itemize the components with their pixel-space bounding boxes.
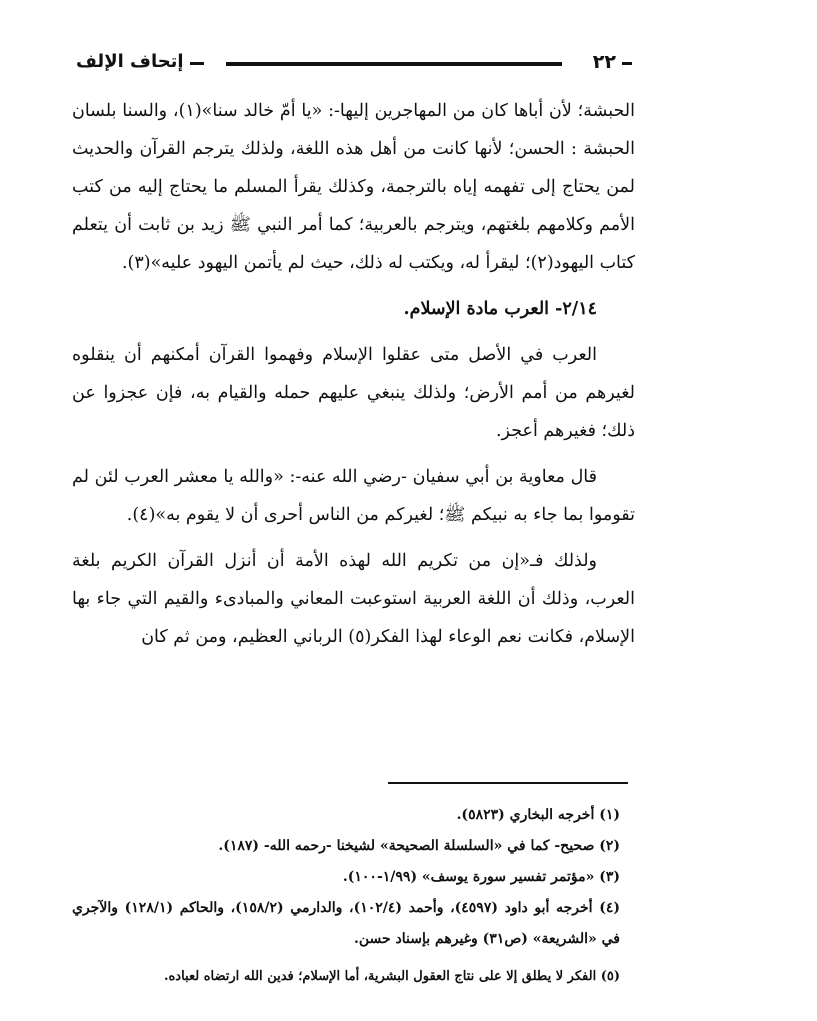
footnote: (١) أخرجه البخاري (٥٨٢٣). (456, 807, 620, 823)
header-rule (226, 62, 562, 66)
header-dash (622, 62, 632, 65)
paragraph: ولذلك فـ«إن من تكريم الله لهذه الأمة أن أنزل القرآن الكريم بلغة العرب، وذلك أن اللغة العربية استوعبت المعاني والمبادىء والقيم التي جاء بها الإسلام، فكانت نعم الوعاء لهذا الفكر(٥) الرباني العظيم، ومن ثم كان (72, 551, 635, 647)
footnote: (٥) الفكر لا يطلق إلا على نتاج العقول البشرية، أما الإسلام؛ فدين الله ارتضاه لعباده. (163, 969, 620, 984)
paragraph: الحبشة؛ لأن أباها كان من المهاجرين إليها-: «يا أمّ خالد سنا»(١)، والسنا بلسان الحبشة : الحسن؛ لأنها كانت من أهل هذه اللغة، ولذلك يترجم القرآن والحديث لمن يحتاج إلى تفهمه إياه بالترجمة، وكذلك يقرأ المسلم ما يحتاج إليه من كتب الأمم وكلامهم بلغتهم، ويترجم بالعربية؛ كما أمر النبي ﷺ زيد بن ثابت أن يتعلم كتاب اليهود(٢)؛ ليقرأ له، ويكتب له ذلك، حيث لم يأتمن اليهود عليه»(٣). (72, 101, 636, 273)
paragraph: قال معاوية بن أبي سفيان -رضي الله عنه-: «والله يا معشر العرب لئن لم تقوموا بما جاء به نبيكم ﷺ؛ لغيركم من الناس أحرى أن لا يقوم به»(٤). (72, 467, 635, 525)
footnote: (٢) صحيح- كما في «السلسلة الصحيحة» لشيخنا -رحمه الله- (١٨٧). (218, 838, 620, 854)
footnotes (72, 800, 620, 992)
page-number: ٢٢ (592, 51, 616, 73)
section-heading: ٢/١٤- العرب مادة الإسلام. (403, 299, 597, 319)
header-dash (190, 62, 204, 65)
footnote: (٣) «مؤتمر تفسير سورة يوسف» (١/٩٩-١٠٠). (342, 869, 620, 885)
paragraph: العرب في الأصل متى عقلوا الإسلام وفهموا القرآن أمكنهم أن ينقلوه لغيرهم من أمم الأرض؛ ولذلك ينبغي عليهم حمله والقيام به، فإن عجزوا عن ذلك؛ فغيرهم أعجز. (72, 345, 635, 441)
header-title: إتحاف الإلف (76, 51, 184, 72)
footnote: (٤) أخرجه أبو داود (٤٥٩٧)، وأحمد (١٠٢/٤)، والدارمي (١٥٨/٢)، والحاكم (١٢٨/١) والآجري في «الشريعة» (ص٣١) وغيرهم بإسناد حسن. (72, 900, 620, 947)
running-header (76, 46, 632, 80)
main-text (72, 92, 635, 656)
footnote-separator (388, 782, 628, 784)
